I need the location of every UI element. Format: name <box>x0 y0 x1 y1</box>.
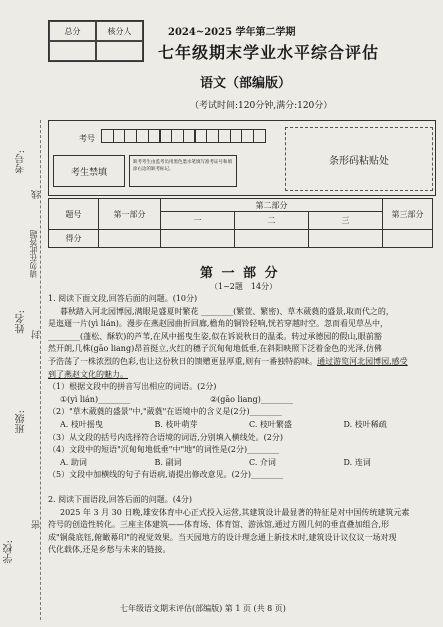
option-a: A. 枝叶摇曳 <box>60 419 103 429</box>
q1-paragraph-line: ________(蓬松、酥软)的芦苇,在风中摇曳生姿,似在诉说秋日的温柔。转过承德园的假山,眼前豁 <box>48 331 382 341</box>
score-cell-2[interactable] <box>161 230 235 248</box>
part-one-header: 第一部分 <box>99 199 161 230</box>
exam-title: 七年级期末学业水平综合评估 <box>158 43 380 62</box>
q2-paragraph-line: 代化载体,还是乡愁与未来的链接。 <box>48 545 171 555</box>
part-two-header: 第二部分 <box>161 199 383 212</box>
part-two-sub-1: 一 <box>161 212 235 230</box>
q2-paragraph-line: 2025 年 3 月 30 日晚,雄安体育中心正式投入运营,其建筑设计最显著的特征是对中国传统建筑元素 <box>60 507 410 517</box>
exam-number-grid[interactable] <box>101 129 265 143</box>
page-footer: 七年级语文期末评估(部编版) 第 1 页 (共 8 页) <box>120 604 286 613</box>
absence-notice: 缺考考生由监考员用黑色墨水笔填写准考证号和填涂右边的缺考标记。 <box>129 155 237 187</box>
question-no-label: 题号 <box>49 199 99 230</box>
option-b: B. 副词 <box>154 457 182 467</box>
q1-sub3: （3）从文段的括号内选择符合语境的词语,分别填入横线处。(2分) <box>48 432 283 442</box>
candidate-info-block <box>48 120 436 196</box>
option-c: C. 介词 <box>249 457 276 467</box>
q2-paragraph-line: 符号的创造性转化。三座主体建筑——体育场、体育馆、游泳馆,通过方圆几何的垂直叠加组合,形 <box>48 520 390 530</box>
q1-sub4-options <box>48 457 438 470</box>
seal-char: 密 <box>32 520 42 529</box>
score-table <box>48 198 433 248</box>
q1-paragraph-line: 是迤逦一片(yì lián)。漫步在燕赵园曲折回廊,檐角的铜铃轻响,恍若穿越时空。忽而看见草丛中， <box>48 319 388 329</box>
option-d: D. 连词 <box>343 457 371 467</box>
line-char: 线 <box>32 190 42 199</box>
q1-sub5: （5）文段中加横线的句子有语病,请提出修改意见。(2分)________ <box>48 470 283 480</box>
q1-blank-a[interactable]: ①(yì lián)________ <box>60 394 131 404</box>
exam-time-info: （考试时间:120分钟,满分:120分） <box>190 101 333 111</box>
feng-char: 封 <box>32 330 42 339</box>
name-label: 姓名: <box>16 310 27 334</box>
answer-line[interactable] <box>48 482 438 494</box>
option-b: B. 枝叶萌芽 <box>154 419 198 429</box>
score-cell-1[interactable] <box>99 230 161 248</box>
checker-header: 核分人 <box>96 21 143 41</box>
q1-blank-b[interactable]: ②(gāo liang)________ <box>210 394 293 404</box>
class-label: 班级: <box>16 410 27 434</box>
school-year: 2024~2025 学年第二学期 <box>168 27 296 38</box>
q1-sub4: （4）文段中的短语"沉甸甸地低垂"中"地"的词性是(2分)________ <box>48 445 280 455</box>
part-two-sub-3: 三 <box>309 212 383 230</box>
q1-paragraph-line: 暮秋踏入河北园博园,满眼是盛夏时繁花 ________(繁萱、繁密)、草木葳蕤的盛景,取而代之的， <box>60 306 394 316</box>
exam-no-label: 考号: <box>16 150 27 174</box>
q2-intro: 2. 阅读下面语段,回答后面的问题。(4分) <box>48 494 193 504</box>
q1-sub2-options <box>48 419 438 432</box>
forbid-fill-label: 考生禁填 <box>53 155 125 187</box>
q1-paragraph-line <box>48 356 438 369</box>
score-cell-4[interactable] <box>309 230 383 248</box>
binding-strip <box>0 0 40 627</box>
checker-cell <box>96 41 143 61</box>
q1-sub2: （2）"草木葳蕤的盛景"中,"葳蕤"在语境中的含义是(2分)________ <box>48 407 282 417</box>
part-three-header: 第三部分 <box>383 199 433 230</box>
score-cell-3[interactable] <box>235 230 309 248</box>
option-a: A. 助词 <box>60 457 87 467</box>
part-one-subtitle: （1~2题 14分） <box>210 282 278 291</box>
seal-dashed-line <box>40 120 41 620</box>
total-score-header: 总分 <box>49 21 96 41</box>
q1-underlined-sentence: 通过游览河北园博园,感受 <box>317 356 408 366</box>
part-one-title: 第 一 部 分 <box>200 266 280 281</box>
option-c: C. 枝叶繁盛 <box>249 419 292 429</box>
part-two-sub-2: 二 <box>235 212 309 230</box>
q2-paragraph-line: 成"铜彘底钰,俯瞰幕印"的视觉效果。当天园地方的设计理念通上新技术时,建筑设计议仪议一场对现 <box>48 532 397 542</box>
school-label: 学校: <box>4 540 15 564</box>
q1-paragraph-line: 然开朗,几株(gāo liang)昂首挺立,火红的穗子沉甸甸地低垂,在斜阳映照下泛着金色的光泽,仿佛 <box>48 344 382 354</box>
total-score-cell <box>49 41 96 61</box>
total-score-box <box>48 20 144 62</box>
option-d: D. 枝叶稀疏 <box>343 419 387 429</box>
q1-underlined-sentence-end: 到了燕赵文化的魅力。 <box>48 369 128 379</box>
exam-subject: 语文（部编版） <box>200 76 292 91</box>
q1-sub1: （1）根据文段中的拼音写出相应的词语。(2分) <box>48 382 217 392</box>
q1-intro: 1. 阅读下面文段,回答后面的问题。(10分) <box>48 294 198 303</box>
question-content <box>48 293 438 557</box>
score-row-label: 得分 <box>49 230 99 248</box>
score-cell-5[interactable] <box>383 230 433 248</box>
q1-p5-text: 予浩荡了一株浓烈的色彩,也让这份秋日的馈赠更显厚重,则有一番独特韵味。 <box>48 356 318 366</box>
barcode-area: 条形码粘贴处 <box>285 127 433 191</box>
exam-number-label: 考号 <box>79 134 95 143</box>
no-answer-note: 请勿在此答题 <box>29 230 38 278</box>
q1-sub1-blanks[interactable] <box>48 394 438 407</box>
